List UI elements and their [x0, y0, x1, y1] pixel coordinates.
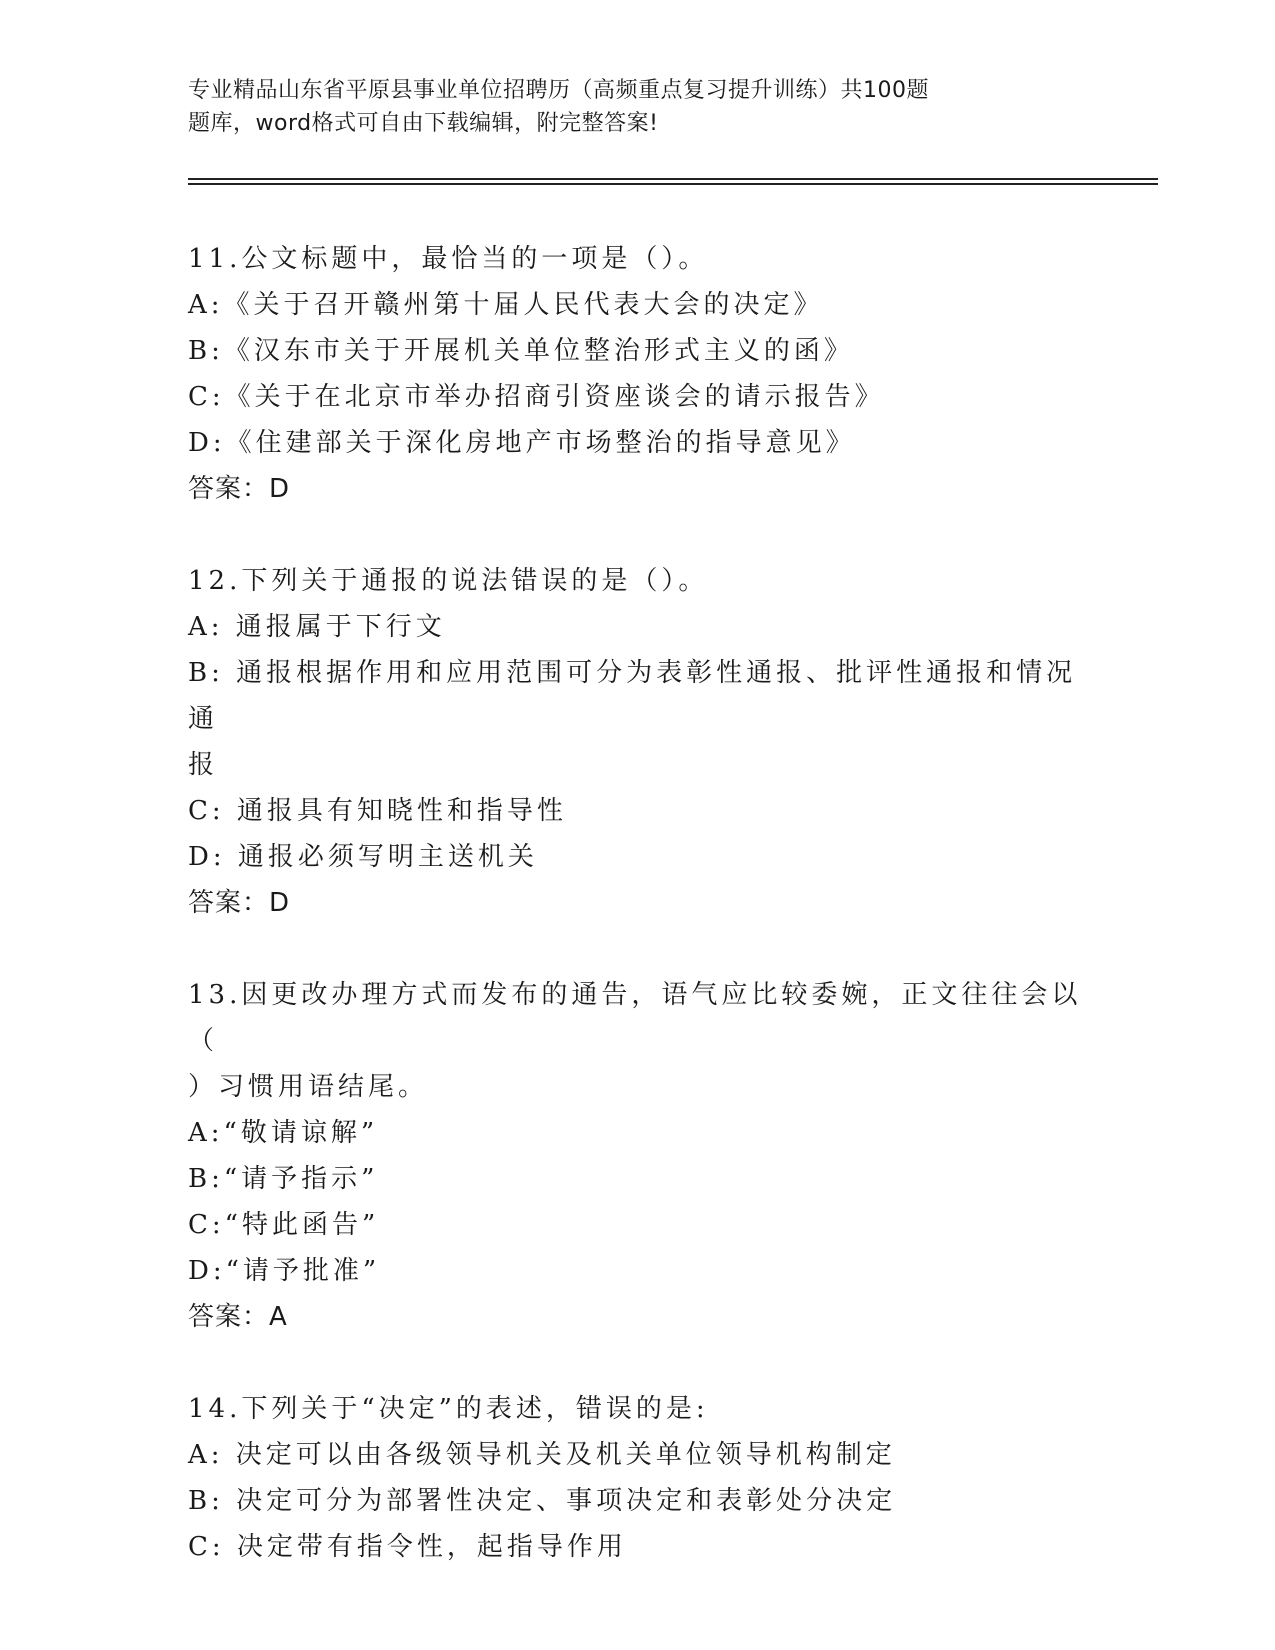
option-a: A:《关于召开赣州第十届人民代表大会的决定》 [188, 290, 824, 320]
header-divider-bottom [188, 183, 1158, 185]
header-line-1: 专业精品山东省平原县事业单位招聘历（高频重点复习提升训练）共100题 [188, 78, 929, 103]
option-b: B:《汉东市关于开展机关单位整治形式主义的函》 [188, 336, 854, 366]
question-stem-continued: ）习惯用语结尾。 [188, 1072, 429, 1102]
option-c: C: 通报具有知晓性和指导性 [188, 796, 567, 826]
header-divider-top [188, 178, 1158, 180]
question-list [188, 236, 1088, 1616]
question-stem: 13.因更改办理方式而发布的通告，语气应比较委婉，正文往往会以（ [188, 980, 1082, 1056]
option-a: A: 通报属于下行文 [188, 612, 446, 642]
question-stem: 12.下列关于通报的说法错误的是（）。 [188, 566, 709, 596]
option-a: A:“敬请谅解” [188, 1118, 379, 1148]
answer: 答案：D [188, 888, 291, 918]
option-b: B:“请予指示” [188, 1164, 379, 1194]
answer: 答案：D [188, 474, 291, 504]
question-stem: 11.公文标题中，最恰当的一项是（）。 [188, 244, 709, 274]
question-13 [188, 972, 1088, 1340]
question-stem: 14.下列关于“决定”的表述，错误的是: [188, 1394, 709, 1424]
option-d: D:《住建部关于深化房地产市场整治的指导意见》 [188, 428, 856, 458]
option-d: D: 通报必须写明主送机关 [188, 842, 538, 872]
question-14 [188, 1386, 1088, 1570]
question-11 [188, 236, 1088, 512]
option-c: C:《关于在北京市举办招商引资座谈会的请示报告》 [188, 382, 885, 412]
option-b: B: 通报根据作用和应用范围可分为表彰性通报、批评性通报和情况通 [188, 658, 1077, 734]
answer: 答案：A [188, 1302, 288, 1332]
option-c: C:“特此函告” [188, 1210, 380, 1240]
option-b: B: 决定可分为部署性决定、事项决定和表彰处分决定 [188, 1486, 897, 1516]
option-b-continued: 报 [188, 750, 219, 780]
option-a: A: 决定可以由各级领导机关及机关单位领导机构制定 [188, 1440, 896, 1470]
header-line-2: 题库，word格式可自由下载编辑，附完整答案! [188, 111, 659, 136]
option-d: D:“请予批准” [188, 1256, 381, 1286]
document-header [188, 74, 1068, 140]
question-12 [188, 558, 1088, 926]
option-c: C: 决定带有指令性，起指导作用 [188, 1532, 627, 1562]
